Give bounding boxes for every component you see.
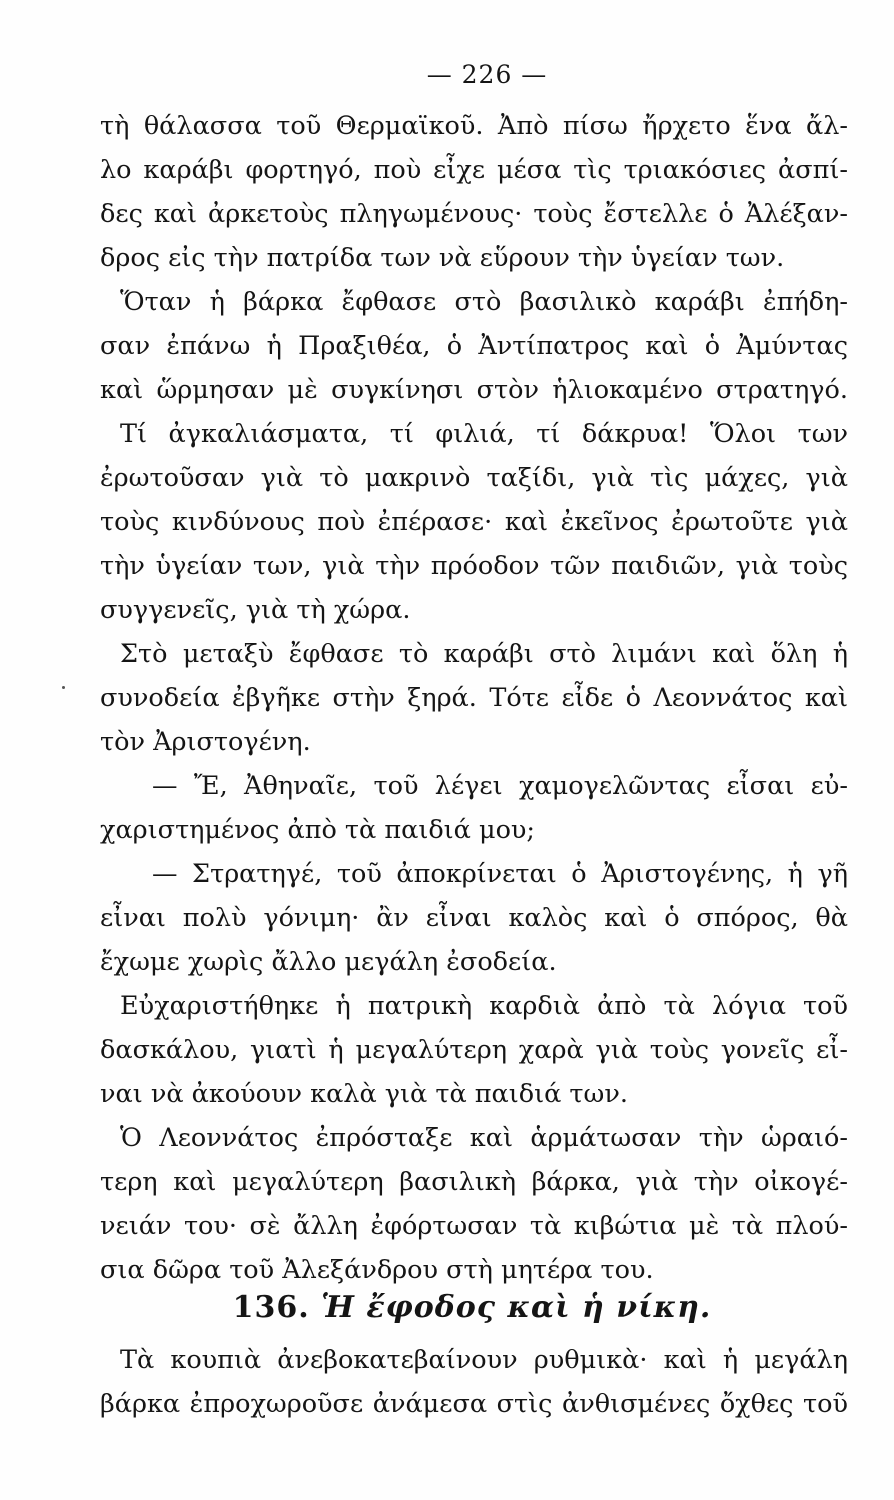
text-line: Τί ἀγκαλιάσματα, τί φιλιά, τί δάκρυα! Ὅλοι των bbox=[120, 419, 848, 449]
text-line: δρος εἰς τὴν πατρίδα των νὰ εὕρουν τὴν ὑγείαν των. bbox=[100, 243, 785, 273]
paragraph-start-line: Ὅταν ἡ βάρκα ἔφθασε στὸ βασιλικὸ καράβι ἐπήδη- bbox=[120, 287, 848, 317]
paragraph-start-line: Εὐχαριστήθηκε ἡ πατρικὴ καρδιὰ ἀπὸ τὰ λόγια τοῦ bbox=[120, 991, 848, 1021]
section-number: 136. bbox=[232, 1290, 310, 1325]
text-line: εἶναι πολὺ γόνιμη· ἂν εἶναι καλὸς καὶ ὁ σπόρος, θὰ bbox=[100, 903, 848, 933]
text-line: σια δῶρα τοῦ Ἀλεξάνδρου στὴ μητέρα του. bbox=[100, 1255, 654, 1285]
text-line: χαριστημένος ἀπὸ τὰ παιδιά μου; bbox=[100, 815, 536, 845]
text-line: σαν ἐπάνω ἡ Πραξιθέα, ὁ Ἀντίπατρος καὶ ὁ Ἀμύντας bbox=[100, 331, 848, 361]
section-heading bbox=[0, 1290, 894, 1325]
text-line: συνοδεία ἐβγῆκε στὴν ξηρά. Τότε εἶδε ὁ Λεοννάτος καὶ bbox=[100, 683, 848, 713]
text-line: ναι νὰ ἀκούουν καλὰ γιὰ τὰ παιδιά των. bbox=[100, 1079, 628, 1109]
main-text-block bbox=[100, 104, 848, 1292]
text-line: βάρκα ἐπροχωροῦσε ἀνάμεσα στὶς ἀνθισμένες ὄχθες τοῦ bbox=[100, 1389, 848, 1419]
paragraph-start-line: Στὸ μεταξὺ ἔφθασε τὸ καράβι στὸ λιμάνι καὶ ὅλη ἡ bbox=[120, 639, 848, 669]
text-line: καὶ ὥρμησαν μὲ συγκίνησι στὸν ἡλιοκαμένο στρατηγό. bbox=[100, 375, 848, 405]
paragraph-start-line: Ὁ Λεοννάτος ἐπρόσταξε καὶ ἁρμάτωσαν τὴν ὡραιό- bbox=[120, 1123, 848, 1153]
scan-speck bbox=[62, 686, 65, 689]
text-line: τὴν ὑγείαν των, γιὰ τὴν πρόοδον τῶν παιδιῶν, γιὰ τοὺς bbox=[100, 551, 848, 581]
paragraph-start-line: Τὰ κουπιὰ ἀνεβοκατεβαίνουν ρυθμικὰ· καὶ ἡ μεγάλη bbox=[120, 1345, 848, 1375]
text-line: συγγενεῖς, γιὰ τὴ χώρα. bbox=[100, 595, 411, 625]
dialogue-line: — Στρατηγέ, τοῦ ἀποκρίνεται ὁ Ἀριστογένης, ἡ γῆ bbox=[152, 859, 848, 889]
text-line: δες καὶ ἀρκετοὺς πληγωμένους· τοὺς ἔστελλε ὁ Ἀλέξαν- bbox=[100, 199, 848, 229]
dialogue-line: — Ἔ, Ἀθηναῖε, τοῦ λέγει χαμογελῶντας εἶσαι εὐ- bbox=[152, 771, 848, 801]
text-line: τοὺς κινδύνους ποὺ ἐπέρασε· καὶ ἐκεῖνος ἐρωτοῦτε γιὰ bbox=[100, 507, 848, 537]
text-line: νειάν του· σὲ ἄλλη ἐφόρτωσαν τὰ κιβώτια μὲ τὰ πλού- bbox=[100, 1211, 848, 1241]
text-line: ἐρωτοῦσαν γιὰ τὸ μακρινὸ ταξίδι, γιὰ τὶς μάχες, γιὰ bbox=[100, 463, 848, 493]
text-line: τὸν Ἀριστογένη. bbox=[100, 727, 311, 757]
text-line: ἔχωμε χωρὶς ἄλλο μεγάλη ἐσοδεία. bbox=[100, 947, 557, 977]
section-text-block bbox=[100, 1338, 848, 1426]
text-line: τερη καὶ μεγαλύτερη βασιλικὴ βάρκα, γιὰ τὴν οἰκογέ- bbox=[100, 1167, 848, 1197]
text-line: δασκάλου, γιατὶ ἡ μεγαλύτερη χαρὰ γιὰ τοὺς γονεῖς εἶ- bbox=[100, 1035, 848, 1065]
page-number: — 226 — bbox=[426, 60, 548, 89]
section-title: Ἡ ἔφοδος καὶ ἡ νίκη. bbox=[321, 1290, 712, 1325]
text-line: τὴ θάλασσα τοῦ Θερμαϊκοῦ. Ἀπὸ πίσω ἤρχετο ἕνα ἄλ- bbox=[100, 111, 848, 141]
text-line: λο καράβι φορτηγό, ποὺ εἶχε μέσα τὶς τριακόσιες ἀσπί- bbox=[100, 155, 848, 185]
